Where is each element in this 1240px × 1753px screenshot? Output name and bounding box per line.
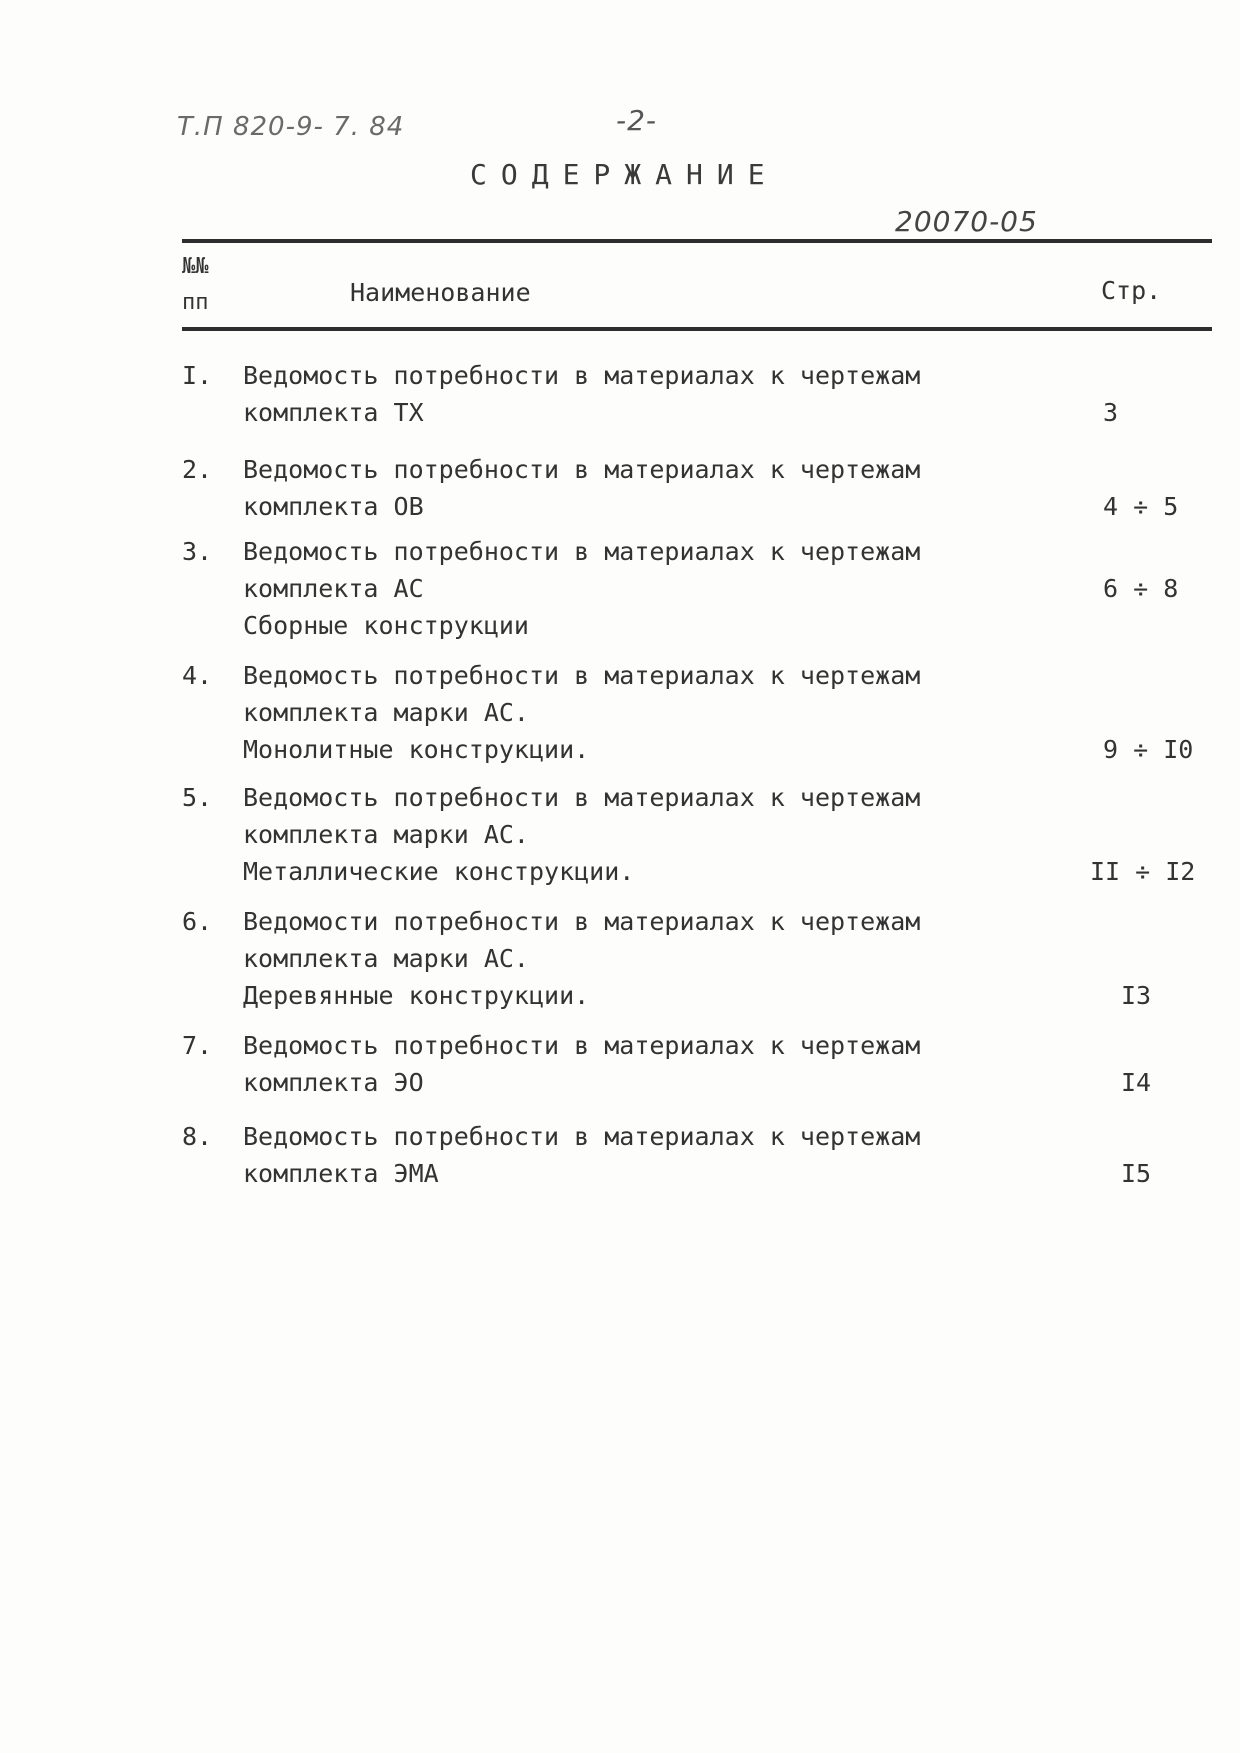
entry-page: 6 ÷ 8 — [1103, 574, 1179, 603]
header-rule — [182, 327, 1212, 331]
entry-number: 4. — [182, 661, 213, 690]
entry-page: 4 ÷ 5 — [1103, 492, 1179, 521]
page-number: -2- — [616, 104, 658, 137]
doc-code: Т.П 820-9- 7. 84 — [177, 112, 405, 142]
entry-page: II ÷ I2 — [1090, 857, 1196, 886]
column-header-page: Стр. — [1101, 276, 1162, 305]
entry-page: 3 — [1103, 398, 1119, 427]
entry-page: I4 — [1121, 1068, 1152, 1097]
top-rule — [182, 239, 1212, 243]
entry-text-line: Ведомость потребности в материалах к чертежам — [243, 455, 921, 484]
column-header-number-sub: пп — [182, 290, 209, 315]
entry-text-line: комплекта ОВ — [243, 492, 424, 521]
entry-number: 5. — [182, 783, 213, 812]
entry-text-line: комплекта ЭО — [243, 1068, 424, 1097]
page-title: СОДЕРЖАНИЕ — [470, 158, 779, 191]
column-header-name: Наименование — [350, 278, 531, 307]
entry-text-line: комплекта марки АС. — [243, 698, 529, 727]
archive-number: 20070-05 — [895, 205, 1038, 238]
entry-text-line: Ведомость потребности в материалах к чертежам — [243, 537, 921, 566]
entry-text-line: Ведомости потребности в материалах к чертежам — [243, 907, 921, 936]
entry-text-line: Деревянные конструкции. — [243, 981, 590, 1010]
entry-number: 2. — [182, 455, 213, 484]
entry-number: 6. — [182, 907, 213, 936]
entry-text-line: Монолитные конструкции. — [243, 735, 590, 764]
entry-text-line: комплекта АС — [243, 574, 424, 603]
entry-text-line: Ведомость потребности в материалах к чертежам — [243, 661, 921, 690]
entry-number: 7. — [182, 1031, 213, 1060]
entry-text-line: Ведомость потребности в материалах к чертежам — [243, 1031, 921, 1060]
entry-text-line: Ведомость потребности в материалах к чертежам — [243, 1122, 921, 1151]
column-header-number: №№ — [182, 254, 209, 279]
entry-number: I. — [182, 361, 213, 390]
entry-text-line: Металлические конструкции. — [243, 857, 635, 886]
entry-text-line: комплекта ЭМА — [243, 1159, 439, 1188]
entry-text-line: комплекта марки АС. — [243, 944, 529, 973]
entry-page: I5 — [1121, 1159, 1152, 1188]
entry-text-line: Ведомость потребности в материалах к чертежам — [243, 783, 921, 812]
entry-text-line: Ведомость потребности в материалах к чертежам — [243, 361, 921, 390]
entry-text-line: Сборные конструкции — [243, 611, 529, 640]
entry-number: 3. — [182, 537, 213, 566]
entry-number: 8. — [182, 1122, 213, 1151]
entry-text-line: комплекта марки АС. — [243, 820, 529, 849]
entry-text-line: комплекта ТХ — [243, 398, 424, 427]
entry-page: I3 — [1121, 981, 1152, 1010]
entry-page: 9 ÷ I0 — [1103, 735, 1194, 764]
